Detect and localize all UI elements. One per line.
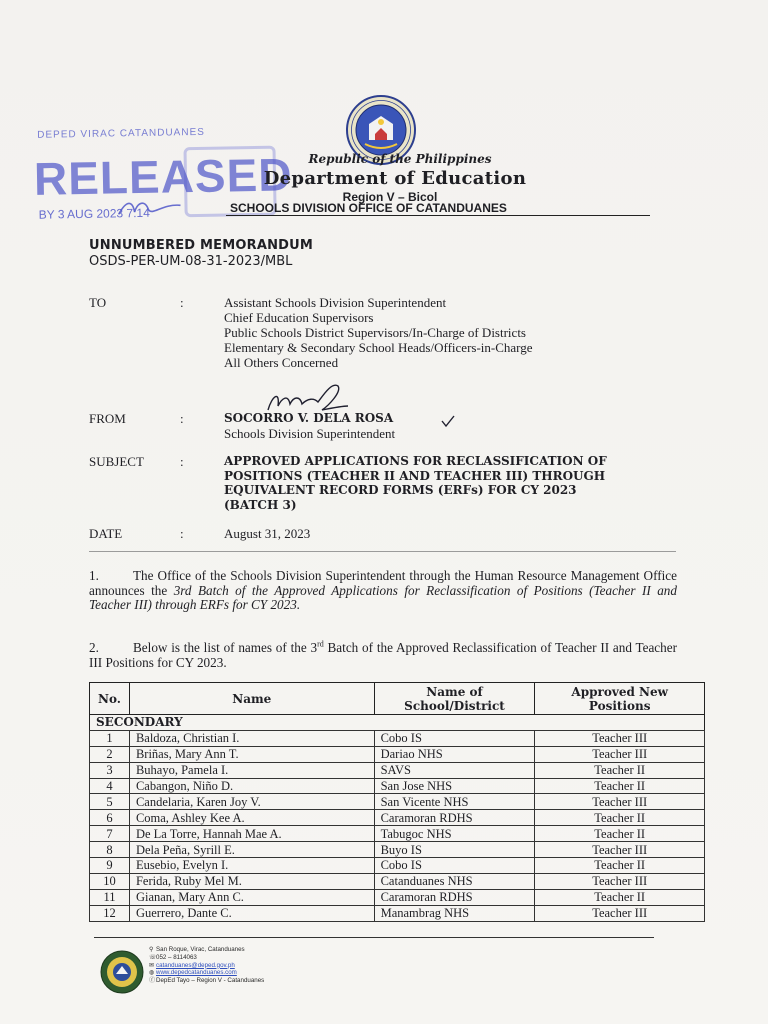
phone-icon: ☏ bbox=[149, 953, 157, 961]
table-row bbox=[90, 905, 705, 921]
memo-number: OSDS-PER-UM-08-31-2023/MBL bbox=[89, 254, 293, 269]
row-name: Candelaria, Karen Joy V. bbox=[129, 794, 374, 810]
header-region: Region V – Bicol bbox=[342, 190, 438, 204]
row-name: Buhayo, Pamela I. bbox=[129, 762, 374, 778]
row-number: 3 bbox=[90, 762, 130, 778]
table-header-row bbox=[90, 683, 705, 715]
row-position: Teacher II bbox=[535, 889, 705, 905]
row-position: Teacher II bbox=[535, 778, 705, 794]
row-number: 11 bbox=[90, 889, 130, 905]
row-number: 4 bbox=[90, 778, 130, 794]
stamp-initials-icon bbox=[114, 195, 184, 220]
subject-line: EQUIVALENT RECORD FORMS (ERFs) FOR CY 2023 bbox=[224, 483, 577, 497]
row-position: Teacher III bbox=[535, 730, 705, 746]
footer-facebook: DepEd Tayo – Region V - Catanduanes bbox=[156, 977, 265, 985]
row-name: Baldoza, Christian I. bbox=[129, 730, 374, 746]
memo-date: August 31, 2023 bbox=[224, 526, 311, 541]
paragraph-1-text: The Office of the Schools Division Superintendent through the Human Resource Management Office announces the bbox=[89, 568, 677, 598]
subject-colon: : bbox=[180, 454, 184, 469]
row-school: Cobo IS bbox=[374, 730, 535, 746]
table-row bbox=[90, 873, 705, 889]
memo-type: UNNUMBERED MEMORANDUM bbox=[89, 238, 314, 253]
from-label: FROM bbox=[89, 411, 126, 426]
row-position: Teacher III bbox=[535, 746, 705, 762]
footer-website-link[interactable]: www.depedcatanduanes.com bbox=[156, 969, 237, 977]
table-row bbox=[90, 762, 705, 778]
reclassification-table bbox=[89, 682, 705, 922]
table-row bbox=[90, 826, 705, 842]
table-row bbox=[90, 794, 705, 810]
stamp-date-text: BY 3 AUG 2023 7:14 bbox=[38, 205, 150, 222]
row-position: Teacher III bbox=[535, 905, 705, 921]
header-department: Department of Education bbox=[263, 168, 527, 189]
email-icon: ✉ bbox=[149, 961, 155, 969]
section-divider bbox=[89, 551, 676, 552]
from-name: SOCORRO V. DELA ROSA bbox=[224, 411, 394, 425]
row-position: Teacher II bbox=[535, 810, 705, 826]
paragraph-2 bbox=[89, 641, 677, 670]
row-number: 1 bbox=[90, 730, 130, 746]
to-recipient: All Others Concerned bbox=[224, 355, 339, 370]
row-school: Catanduanes NHS bbox=[374, 873, 535, 889]
row-name: Gianan, Mary Ann C. bbox=[129, 889, 374, 905]
division-seal-icon bbox=[100, 950, 144, 994]
released-stamp bbox=[33, 126, 293, 230]
row-name: Dela Peña, Syrill E. bbox=[129, 842, 374, 858]
table-row bbox=[90, 778, 705, 794]
row-position: Teacher II bbox=[535, 762, 705, 778]
paragraph-2-sup: rd bbox=[317, 639, 324, 649]
paragraph-1 bbox=[89, 569, 677, 613]
footer-phone: 052 – 8114063 bbox=[156, 953, 197, 961]
globe-icon: ◍ bbox=[149, 969, 155, 977]
header-position: Approved New Positions bbox=[535, 683, 705, 715]
paragraph-2-text-b: Batch of the Approved Reclassification of Teacher II and Teacher III Positions for CY 2023. bbox=[89, 640, 677, 670]
row-number: 9 bbox=[90, 858, 130, 874]
row-position: Teacher III bbox=[535, 794, 705, 810]
location-icon: ⚲ bbox=[149, 946, 154, 953]
footer-contact bbox=[149, 946, 264, 985]
footer-address: San Roque, Virac, Catanduanes bbox=[156, 946, 245, 953]
row-school: SAVS bbox=[374, 762, 535, 778]
header-divider bbox=[226, 215, 650, 216]
row-position: Teacher III bbox=[535, 873, 705, 889]
checkmark-icon bbox=[440, 414, 456, 428]
to-label: TO bbox=[89, 295, 107, 310]
from-colon: : bbox=[180, 411, 184, 426]
row-number: 2 bbox=[90, 746, 130, 762]
row-number: 7 bbox=[90, 826, 130, 842]
stamp-released-text: RELEASED bbox=[33, 148, 293, 205]
date-label: DATE bbox=[89, 526, 123, 541]
subject-label: SUBJECT bbox=[89, 454, 144, 469]
row-school: San Vicente NHS bbox=[374, 794, 535, 810]
subject-line: APPROVED APPLICATIONS FOR RECLASSIFICATION OF bbox=[224, 454, 607, 468]
row-name: Cabangon, Niño D. bbox=[129, 778, 374, 794]
footer-email-link[interactable]: catanduanes@deped.gov.ph bbox=[156, 961, 235, 969]
row-name: Coma, Ashley Kee A. bbox=[129, 810, 374, 826]
paragraph-2-text-a: Below is the list of names of the 3 bbox=[133, 640, 318, 655]
table-row bbox=[90, 858, 705, 874]
to-recipient: Chief Education Supervisors bbox=[224, 310, 374, 325]
row-number: 8 bbox=[90, 842, 130, 858]
paragraph-2-number: 2. bbox=[89, 640, 99, 655]
to-recipients bbox=[224, 295, 533, 370]
row-school: Caramoran RDHS bbox=[374, 889, 535, 905]
row-school: Buyo IS bbox=[374, 842, 535, 858]
facebook-icon: ⓕ bbox=[149, 977, 156, 985]
table-row bbox=[90, 889, 705, 905]
row-number: 5 bbox=[90, 794, 130, 810]
table-row bbox=[90, 810, 705, 826]
to-recipient: Public Schools District Supervisors/In-Charge of Districts bbox=[224, 325, 526, 340]
subject-line: POSITIONS (TEACHER II AND TEACHER III) THROUGH bbox=[224, 468, 606, 483]
row-school: San Jose NHS bbox=[374, 778, 535, 794]
table-row bbox=[90, 746, 705, 762]
row-school: Cobo IS bbox=[374, 858, 535, 874]
paragraph-1-italic: 3rd Batch of the Approved Applications for Reclassification of Positions (Teacher II and Teacher III) through ERFs for CY 2023. bbox=[89, 582, 677, 613]
header-school: Name of School/District bbox=[374, 683, 535, 715]
row-number: 6 bbox=[90, 810, 130, 826]
row-position: Teacher III bbox=[535, 842, 705, 858]
table-row bbox=[90, 842, 705, 858]
table-section-row bbox=[90, 715, 705, 731]
row-school: Caramoran RDHS bbox=[374, 810, 535, 826]
subject-text bbox=[224, 454, 607, 512]
header-republic: Republic of the Philippines bbox=[308, 152, 492, 166]
subject-line: (BATCH 3) bbox=[224, 497, 297, 512]
header-name: Name bbox=[129, 683, 374, 715]
row-school: Tabugoc NHS bbox=[374, 826, 535, 842]
row-position: Teacher II bbox=[535, 858, 705, 874]
section-label: SECONDARY bbox=[90, 715, 705, 731]
stamp-top-text: DEPED VIRAC CATANDUANES bbox=[37, 126, 205, 141]
row-name: Ferida, Ruby Mel M. bbox=[129, 873, 374, 889]
to-recipient: Elementary & Secondary School Heads/Officers-in-Charge bbox=[224, 340, 533, 355]
row-name: De La Torre, Hannah Mae A. bbox=[129, 826, 374, 842]
to-colon: : bbox=[180, 295, 184, 310]
header-no: No. bbox=[90, 683, 130, 715]
row-name: Eusebio, Evelyn I. bbox=[129, 858, 374, 874]
row-number: 12 bbox=[90, 905, 130, 921]
footer-divider bbox=[94, 937, 654, 938]
row-school: Manambrag NHS bbox=[374, 905, 535, 921]
row-number: 10 bbox=[90, 873, 130, 889]
row-name: Briñas, Mary Ann T. bbox=[129, 746, 374, 762]
header-office: SCHOOLS DIVISION OFFICE OF CATANDUANES bbox=[230, 201, 507, 215]
to-recipient: Assistant Schools Division Superintendent bbox=[224, 295, 447, 310]
date-colon: : bbox=[180, 526, 184, 541]
table-row bbox=[90, 730, 705, 746]
paragraph-1-number: 1. bbox=[89, 568, 99, 583]
from-title: Schools Division Superintendent bbox=[224, 426, 396, 441]
row-name: Guerrero, Dante C. bbox=[129, 905, 374, 921]
row-school: Dariao NHS bbox=[374, 746, 535, 762]
row-position: Teacher II bbox=[535, 826, 705, 842]
